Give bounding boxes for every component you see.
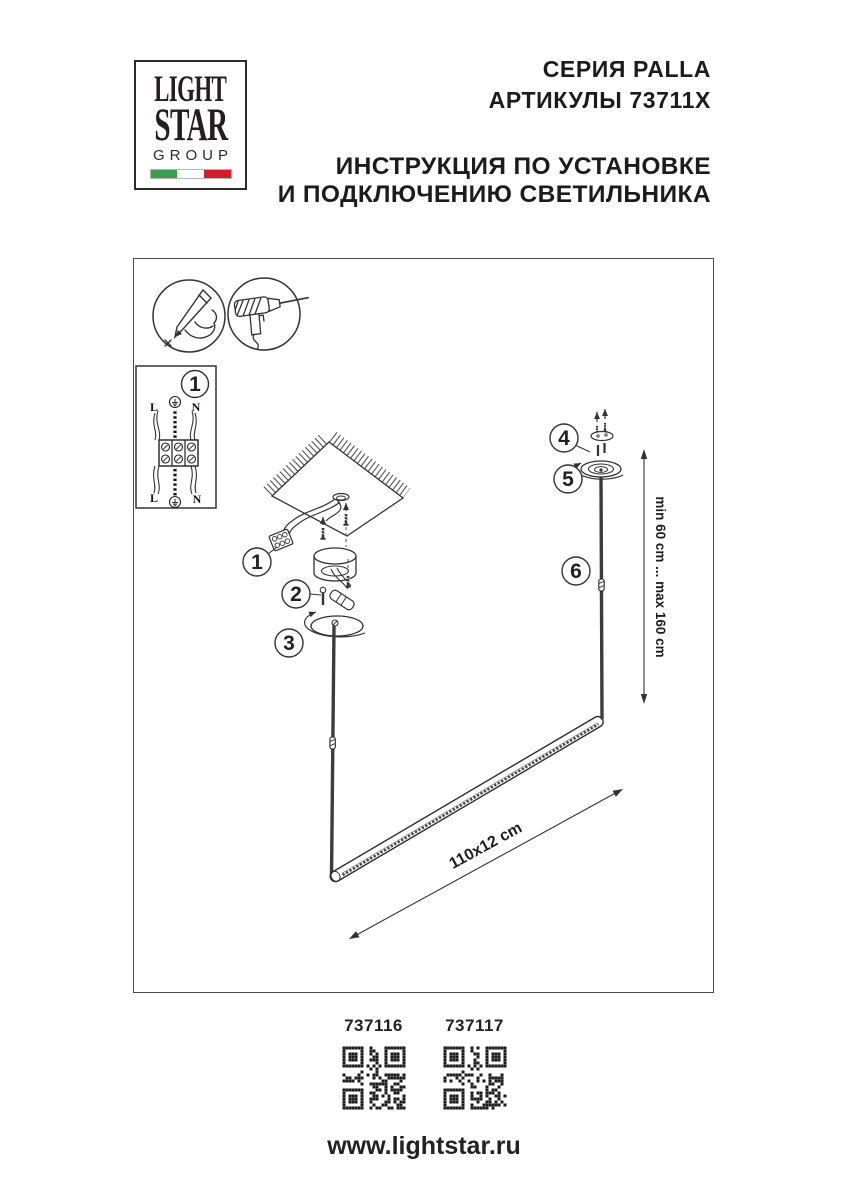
callout-5-number: 5	[562, 468, 574, 491]
wire-label-n-bottom: N	[192, 492, 202, 506]
callout-1	[243, 547, 277, 576]
terminal-block	[159, 440, 198, 466]
lightstar-logo	[134, 60, 247, 190]
product-code-1: 737116	[344, 1016, 403, 1035]
ground-symbol-top	[170, 397, 181, 408]
callout-4-number: 4	[558, 427, 570, 450]
wire-label-l-top: L	[149, 400, 159, 414]
rod-joint-left	[330, 737, 335, 749]
rod-lock-piece	[328, 589, 355, 612]
canopy-left	[314, 548, 356, 589]
product-qr-section	[0, 1014, 848, 1110]
suspension-rod-right	[601, 473, 602, 718]
product-column-1	[342, 1014, 406, 1110]
instruction-title-line2: И ПОДКЛЮЧЕНИЮ СВЕТИЛЬНИКА	[277, 180, 711, 208]
suspension-rod-left	[332, 627, 335, 877]
articles-title: АРТИКУЛЫ 73711X	[488, 87, 711, 113]
wire-label-l-bottom: L	[149, 491, 159, 505]
callout-4	[550, 424, 590, 452]
qr-code-2	[443, 1046, 507, 1110]
callout-wiring-1	[182, 371, 209, 398]
height-dimension-label: min 60 cm ... max 160 cm	[653, 496, 668, 658]
callout-3	[275, 629, 303, 657]
installation-diagram	[133, 258, 714, 993]
callout-3-number: 3	[283, 632, 295, 655]
product-column-2	[443, 1014, 507, 1110]
logo-light: LIGHT	[154, 69, 227, 110]
callout-1-number: 1	[251, 551, 263, 574]
mount-right	[576, 409, 623, 479]
ceiling-surface	[268, 437, 407, 536]
wiring-diagram	[136, 366, 216, 508]
flag-white	[177, 170, 204, 178]
rod-joint-right	[599, 579, 604, 591]
italian-flag-bar	[151, 170, 231, 178]
callout-2	[282, 580, 321, 608]
callout-5	[554, 465, 582, 493]
bar-dimension-label: 110x12 cm	[446, 819, 526, 873]
flag-red	[204, 170, 231, 178]
callouts	[243, 424, 590, 657]
flag-green	[151, 170, 178, 178]
callout-6	[562, 557, 590, 585]
lock-screw	[320, 587, 326, 605]
logo-star: STAR	[153, 99, 228, 151]
header-titles	[278, 54, 711, 208]
wire-label-n-top: N	[191, 400, 201, 414]
ceiling-hole	[333, 494, 349, 501]
callout-wiring-1-number: 1	[189, 373, 201, 396]
drilling-step-icon	[228, 278, 314, 351]
marking-step-icon	[153, 280, 225, 352]
qr-code-1	[342, 1046, 406, 1110]
ground-symbol-bottom	[170, 497, 181, 508]
logo-group: GROUP	[152, 147, 233, 164]
website-url: www.lightstar.ru	[327, 1132, 521, 1160]
bar-dimension	[349, 789, 623, 939]
diagram-svg	[134, 259, 712, 991]
callout-2-number: 2	[290, 583, 302, 606]
callout-6-number: 6	[570, 560, 582, 583]
product-code-2: 737117	[445, 1016, 504, 1035]
height-dimension	[641, 449, 668, 704]
series-title: СЕРИЯ PALLA	[542, 56, 711, 82]
instruction-title-line1: ИНСТРУКЦИЯ ПО УСТАНОВКЕ	[335, 153, 711, 180]
